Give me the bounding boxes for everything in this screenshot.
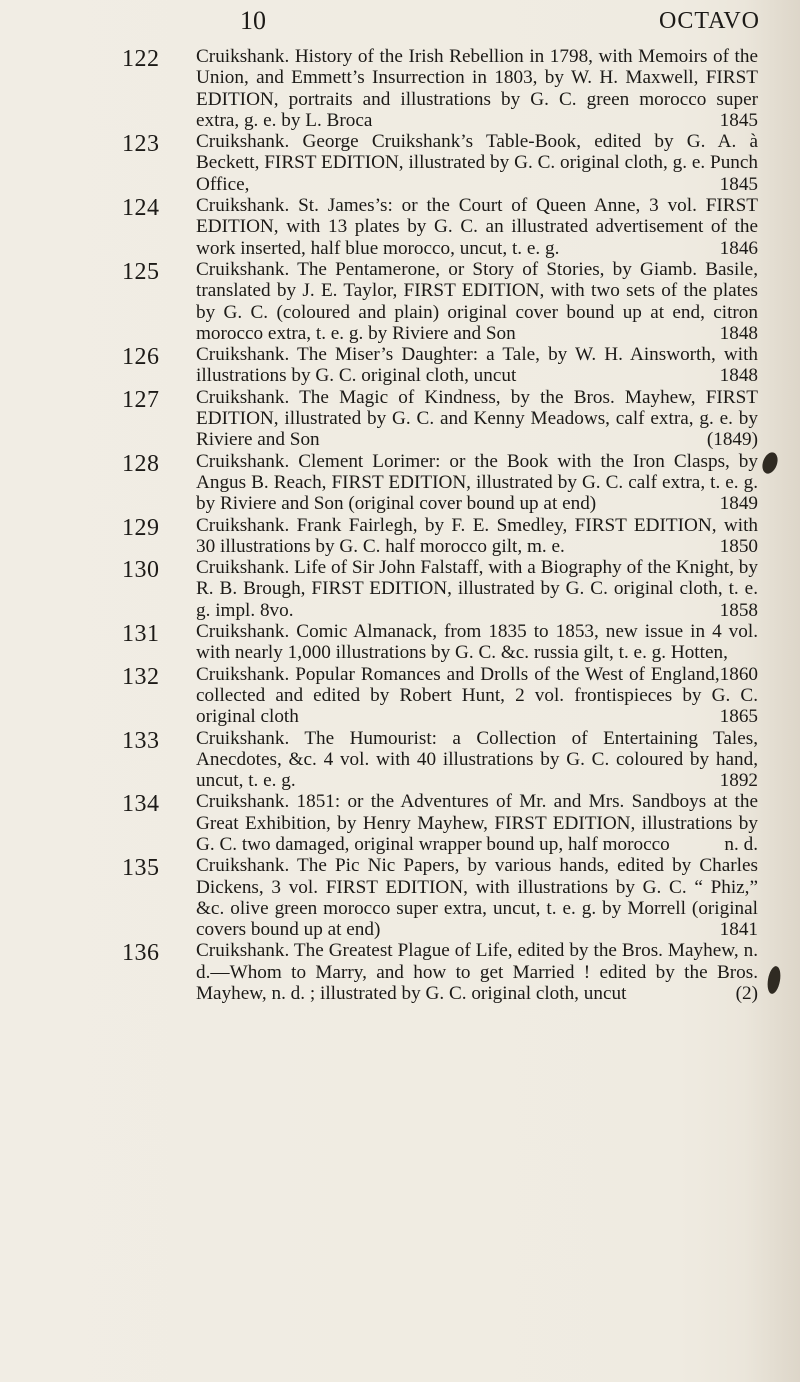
lot-number: 136: [122, 940, 160, 967]
lot-entry: [0, 344, 800, 387]
lot-description: [196, 791, 758, 855]
lot-date: 1850: [719, 535, 758, 557]
lot-entry: [0, 855, 800, 940]
lot-description-text: Cruikshank. The Humourist: a Collection of Entertaining Tales, Anecdotes, &c. 4 vol. with 40 illustrations by G. C. coloured by hand, uncut, t. e. g.: [196, 727, 758, 792]
lot-entry: [0, 131, 800, 195]
lot-entry: [0, 451, 800, 515]
lot-description: [196, 344, 758, 387]
lot-description: [196, 728, 758, 792]
lot-number: 130: [122, 557, 160, 584]
lot-description: [196, 195, 758, 259]
lot-number: 132: [122, 663, 160, 690]
lot-description: [196, 387, 758, 451]
lot-date: (1849): [706, 429, 758, 451]
lot-entry: [0, 195, 800, 259]
lot-date: (2): [735, 983, 758, 1005]
lot-number: 135: [122, 855, 160, 882]
lot-description-text: Cruikshank. Life of Sir John Falstaff, with a Biography of the Knight, by R. B. Brough, FIRST EDITION, illustrated by G. C. original cloth, t. e. g. impl. 8vo.: [196, 557, 758, 621]
lot-description-text: Cruikshank. History of the Irish Rebellion in 1798, with Memoirs of the Union, and Emmett’s Insurrection in 1803, by W. H. Maxwell, FIRST EDITION, portraits and illustrations by G. C. green morocco super extra, g. e. by L. Broca: [196, 46, 758, 131]
lot-description-text: Cruikshank. 1851: or the Adventures of Mr. and Mrs. Sandboys at the Great Exhibition, by Henry Mayhew, FIRST EDITION, illustrations by G. C. two damaged, original wrapper bound up, half morocco: [196, 791, 758, 855]
lot-description-text: Cruikshank. Popular Romances and Drolls of the West of England, collected and edited by Robert Hunt, 2 vol. frontispieces by G. C. original cloth: [196, 663, 758, 728]
lot-description: [196, 451, 758, 515]
lot-entry: [0, 557, 800, 621]
lot-description: [196, 46, 758, 131]
lot-number: 129: [122, 514, 160, 541]
lot-description-text: Cruikshank. Comic Almanack, from 1835 to 1853, new issue in 4 vol. with nearly 1,000 illustrations by G. C. &c. russia gilt, t. e. g. Hotten,: [196, 621, 758, 664]
lot-entry: [0, 664, 800, 728]
lot-entry: [0, 728, 800, 792]
lot-description-text: Cruikshank. The Pentamerone, or Story of Stories, by Giamb. Basile, translated by J. E. Taylor, FIRST EDITION, with two sets of the plates by G. C. (coloured and plain) original cover bound up at end, citron morocco extra, t. e. g. by Riviere and Son: [196, 258, 758, 344]
lot-entry: [0, 515, 800, 558]
lot-date: 1892: [719, 770, 758, 792]
lot-date: 1841: [719, 919, 758, 941]
lot-description: [196, 259, 758, 344]
lot-description: [196, 940, 758, 1004]
lot-number: 128: [122, 450, 160, 477]
lot-description-text: Cruikshank. The Pic Nic Papers, by various hands, edited by Charles Dickens, 3 vol. FIRST EDITION, with illustrations by G. C. “ Phiz,” &c. olive green morocco super extra, uncut, t. e. g. by Morrell (original covers bound up at end): [196, 855, 758, 941]
lot-number: 133: [122, 727, 160, 754]
lot-number: 134: [122, 791, 160, 818]
page-header: [240, 6, 760, 40]
lot-description: [196, 557, 758, 621]
lot-description-text: Cruikshank. Frank Fairlegh, by F. E. Smedley, FIRST EDITION, with 30 illustrations by G. C. half morocco gilt, m. e.: [196, 514, 758, 557]
lot-description-text: Cruikshank. The Magic of Kindness, by the Bros. Mayhew, FIRST EDITION, illustrated by G. C. and Kenny Meadows, calf extra, g. e. by Riviere and Son: [196, 386, 758, 451]
lot-description: [196, 664, 758, 728]
lot-number: 131: [122, 621, 160, 648]
lot-date: 1848: [719, 322, 758, 344]
page-number: 10: [240, 6, 266, 35]
lot-number: 124: [122, 195, 160, 222]
lot-description: [196, 515, 758, 558]
lot-description-text: Cruikshank. St. James’s: or the Court of Queen Anne, 3 vol. FIRST EDITION, with 13 plates by G. C. an illustrated advertisement of the work inserted, half blue morocco, uncut, t. e. g.: [196, 195, 758, 259]
lot-number: 122: [122, 46, 160, 72]
lot-entry: [0, 791, 800, 855]
lot-description: [196, 855, 758, 940]
lot-date: 1846: [719, 237, 758, 259]
lot-description: [196, 621, 758, 685]
lot-date: 1865: [719, 706, 758, 728]
running-head: OCTAVO: [659, 8, 760, 34]
lot-entry: [0, 940, 800, 1004]
lot-description-text: Cruikshank. George Cruikshank’s Table-Book, edited by G. A. à Beckett, FIRST EDITION, illustrated by G. C. original cloth, g. e. Punch Office,: [196, 131, 758, 195]
lot-number: 127: [122, 386, 160, 413]
lot-date: 1845: [719, 173, 758, 195]
lot-date: 1860: [719, 663, 758, 685]
lot-description: [196, 131, 758, 195]
lot-date: n. d.: [724, 833, 758, 855]
lot-date: 1849: [719, 493, 758, 515]
lot-list: [0, 46, 800, 1004]
lot-entry: [0, 259, 800, 344]
lot-entry: [0, 387, 800, 451]
lot-description-text: Cruikshank. The Greatest Plague of Life, edited by the Bros. Mayhew, n. d.—Whom to Marry, and how to get Married ! edited by the Bros. Mayhew, n. d. ; illustrated by G. C. original cloth, uncut: [196, 940, 758, 1005]
lot-entry: [0, 46, 800, 131]
lot-number: 125: [122, 258, 160, 285]
lot-description-text: Cruikshank. The Miser’s Daughter: a Tale, by W. H. Ainsworth, with illustrations by G. C. original cloth, uncut: [196, 344, 758, 387]
lot-date: 1858: [719, 599, 758, 621]
lot-date: 1848: [719, 365, 758, 387]
lot-number: 126: [122, 344, 160, 371]
lot-date: 1845: [719, 109, 758, 131]
lot-number: 123: [122, 131, 160, 158]
lot-description-text: Cruikshank. Clement Lorimer: or the Book with the Iron Clasps, by Angus B. Reach, FIRST EDITION, illustrated by G. C. calf extra, t. e. g. by Riviere and Son (original cover bound up at end): [196, 450, 758, 515]
